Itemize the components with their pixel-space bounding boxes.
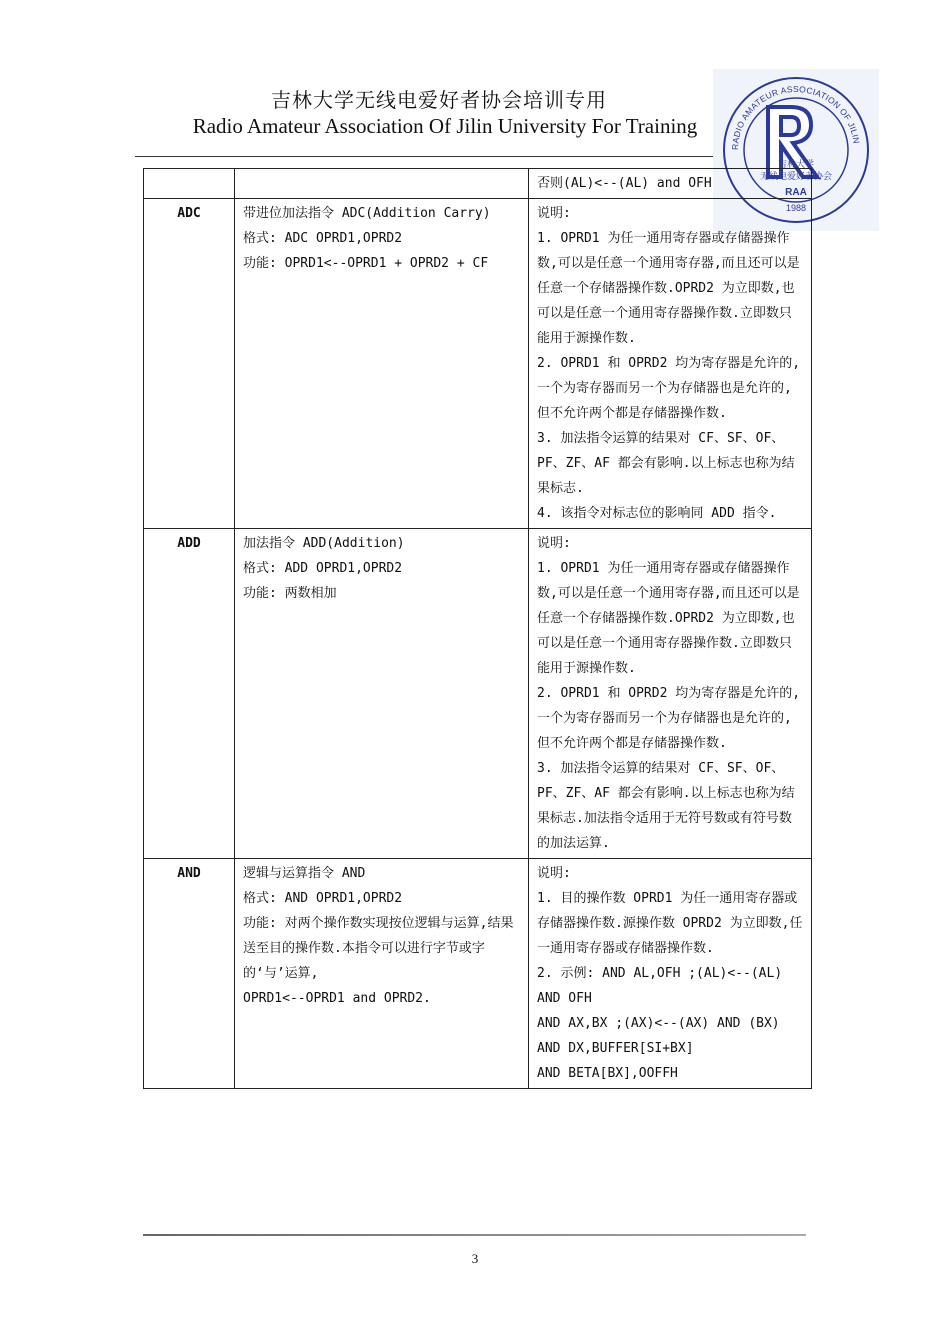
description-line: 逻辑与运算指令 AND — [243, 866, 366, 881]
description-line: 加法指令 ADD(Addition) — [243, 536, 405, 551]
note-line: 1. OPRD1 为任一通用寄存器或存储器操作数,可以是任意一个通用寄存器,而且还可以是任意一个存储器操作数.OPRD2 为立即数,也可以是任意一个通用寄存器操作数.立即数只能用于源操作数. — [537, 561, 800, 676]
description-line: 功能: 对两个操作数实现按位逻辑与运算,结果送至目的操作数.本指令可以进行字节或字的‘与’运算, — [243, 916, 514, 981]
instruction-notes — [529, 529, 812, 859]
instruction-mnemonic — [144, 169, 235, 199]
logo-year: 1988 — [785, 203, 807, 213]
description-line: OPRD1<--OPRD1 and OPRD2. — [243, 991, 431, 1006]
instruction-row — [144, 169, 812, 199]
description-line: 带进位加法指令 ADC(Addition Carry) — [243, 206, 491, 221]
note-line: 否则(AL)<--(AL) and OFH — [537, 176, 712, 191]
note-line: AND DX,BUFFER[SI+BX] — [537, 1041, 694, 1056]
note-line: 2. OPRD1 和 OPRD2 均为寄存器是允许的,一个为寄存器而另一个为存储器也是允许的, 但不允许两个都是存储器操作数. — [537, 686, 801, 751]
note-line: 3. 加法指令运算的结果对 CF、SF、OF、PF、ZF、AF 都会有影响.以上标志也称为结果标志.加法指令适用于无符号数或有符号数的加法运算. — [537, 761, 795, 851]
note-line: 4. 该指令对标志位的影响同 ADD 指令. — [537, 506, 777, 521]
logo-center-zh-1: 吉林大学 — [777, 160, 815, 170]
logo-abbr: RAA — [785, 187, 807, 198]
note-line: 2. 示例: AND AL,OFH ;(AL)<--(AL) AND OFH — [537, 966, 790, 1006]
note-line: AND AX,BX ;(AX)<--(AX) AND (BX) — [537, 1016, 780, 1031]
instruction-row — [144, 529, 812, 859]
note-line: 说明: — [537, 206, 571, 221]
header-divider — [135, 156, 813, 157]
note-line: AND BETA[BX],OOFFH — [537, 1066, 678, 1081]
instruction-description — [235, 169, 529, 199]
header-title-en: Radio Amateur Association Of Jilin University For Training — [192, 114, 698, 138]
instruction-table — [143, 168, 812, 1089]
instruction-description — [235, 859, 529, 1089]
note-line: 3. 加法指令运算的结果对 CF、SF、OF、PF、ZF、AF 都会有影响.以上标志也称为结果标志. — [537, 431, 795, 496]
note-line: 说明: — [537, 866, 571, 881]
instruction-notes — [529, 199, 812, 529]
instruction-description — [235, 529, 529, 859]
instruction-notes — [529, 169, 812, 199]
description-line: 功能: 两数相加 — [243, 586, 337, 601]
logo-center-zh-2: 无线电爱好者协会 — [759, 172, 833, 182]
description-line: 格式: ADD OPRD1,OPRD2 — [243, 561, 403, 576]
note-line: 2. OPRD1 和 OPRD2 均为寄存器是允许的,一个为寄存器而另一个为存储器也是允许的,但不允许两个都是存储器操作数. — [537, 356, 801, 421]
description-line: 格式: AND OPRD1,OPRD2 — [243, 891, 403, 906]
instruction-table-body — [144, 169, 812, 1089]
instruction-row — [144, 859, 812, 1089]
description-line: 功能: OPRD1<--OPRD1 + OPRD2 + CF — [243, 256, 489, 271]
instruction-mnemonic: ADD — [144, 529, 235, 859]
header-title-zh: 吉林大学无线电爱好者协会培训专用 — [271, 88, 607, 112]
note-line: 说明: — [537, 536, 571, 551]
footer-divider — [143, 1234, 806, 1236]
instruction-mnemonic: ADC — [144, 199, 235, 529]
note-line: 1. 目的操作数 OPRD1 为任一通用寄存器或存储器操作数.源操作数 OPRD2 为立即数,任一通用寄存器或存储器操作数. — [537, 891, 803, 956]
description-line: 格式: ADC OPRD1,OPRD2 — [243, 231, 403, 246]
instruction-mnemonic: AND — [144, 859, 235, 1089]
instruction-description — [235, 199, 529, 529]
instruction-row — [144, 199, 812, 529]
page-number: 3 — [471, 1251, 479, 1266]
logo-ring-text: RADIO AMATEUR ASSOCIATION OF JILIN — [729, 83, 862, 151]
instruction-notes — [529, 859, 812, 1089]
note-line: 1. OPRD1 为任一通用寄存器或存储器操作数,可以是任意一个通用寄存器,而且还可以是任意一个存储器操作数.OPRD2 为立即数,也可以是任意一个通用寄存器操作数.立即数只能用于源操作数. — [537, 231, 800, 346]
